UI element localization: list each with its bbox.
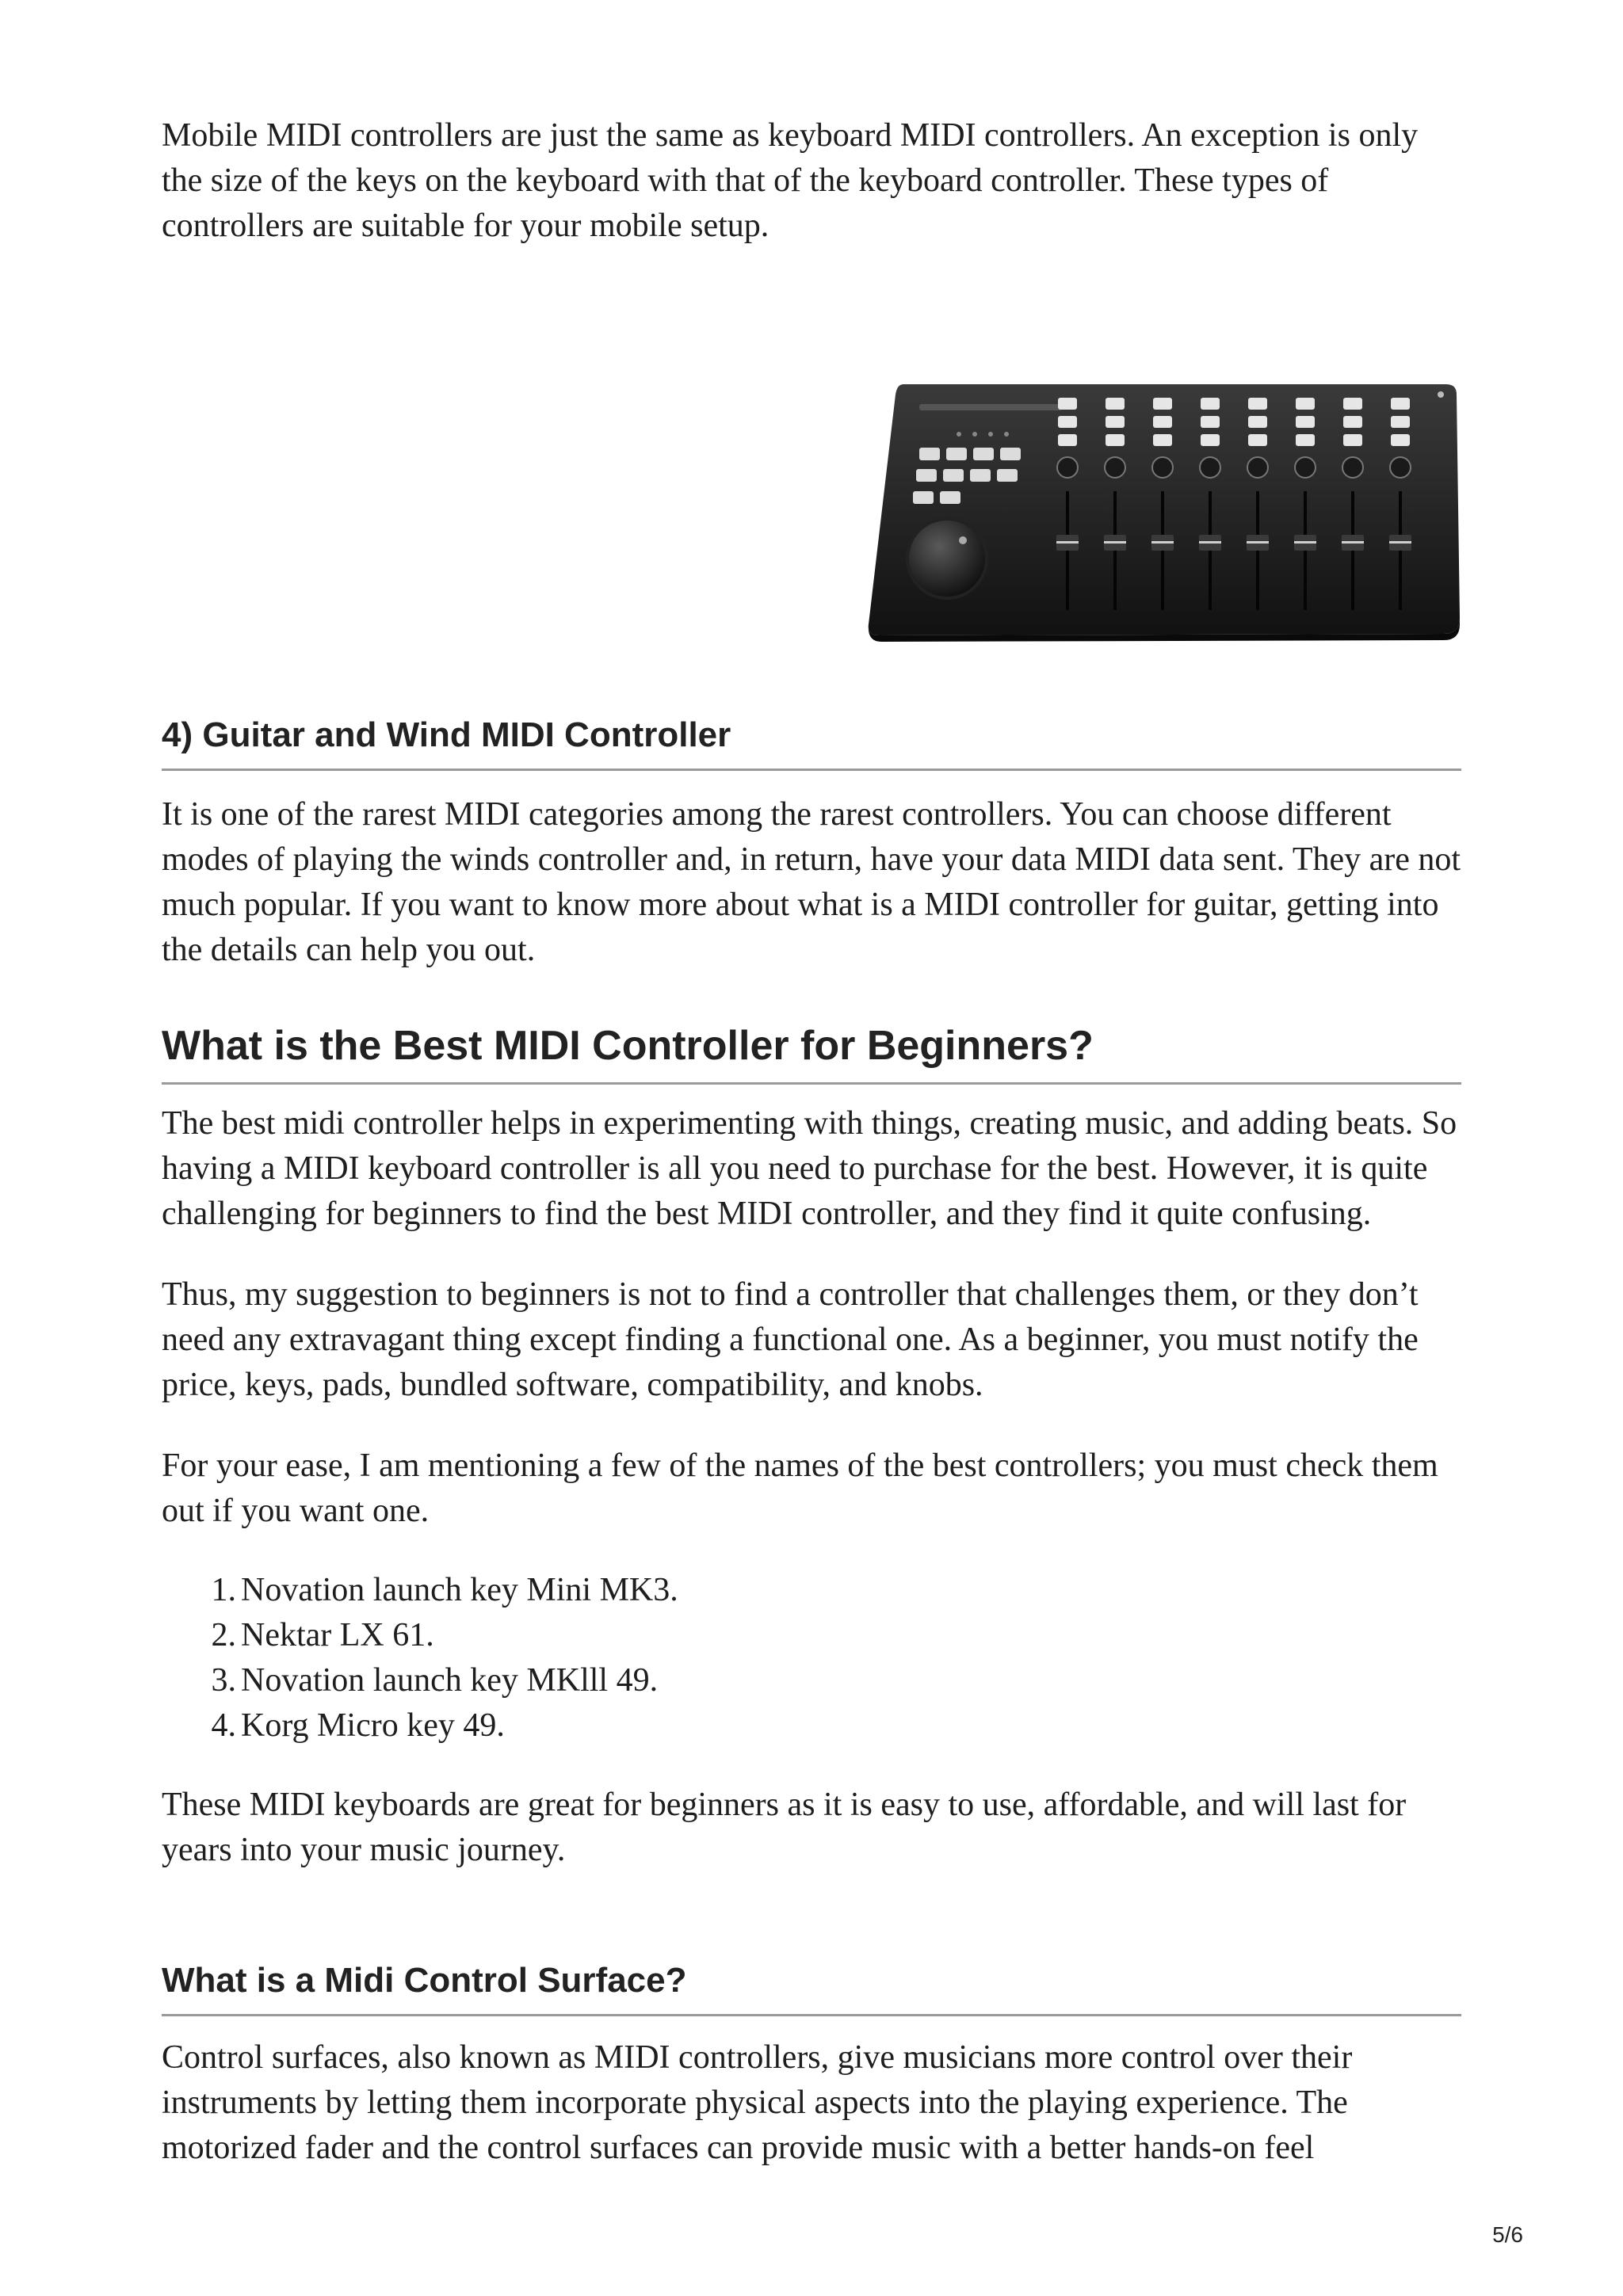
section-heading-control-surface: What is a Midi Control Surface? [162,1958,1461,2016]
best-controllers-list [162,1568,1461,1749]
control-surface-paragraph: Control surfaces, also known as MIDI controllers, give musicians more control over their instruments by letting them incorporate physical aspects into the playing experience. The motorized fader and the control surfaces can provide music with a better hands-on feel [162,2039,1353,2166]
section-control-surface [162,1958,1461,2171]
page-number: 5/6 [1492,2222,1523,2247]
guitar-wind-paragraph: It is one of the rarest MIDI categories among the rarest controllers. You can choose different modes of playing the winds controller and, in return, have your data MIDI data sent. They are not much popular. If you want to know more about what is a MIDI controller for guitar, getting into the details can help you out. [162,796,1461,968]
list-item: 4. Korg Micro key 49. [211,1707,505,1744]
section-heading-best-midi: What is the Best MIDI Controller for Beginners? [162,1020,1461,1085]
best-midi-paragraph-1: The best midi controller helps in experimenting with things, creating music, and adding beats. So having a MIDI keyboard controller is all you need to purchase for the best. However, it is quite challenging for beginners to find the best MIDI controller, and they find it quite confusing. [162,1105,1457,1232]
intro-section [162,113,1461,249]
list-item: 3. Novation launch key MKlll 49. [211,1662,659,1699]
list-item: 1. Novation launch key Mini MK3. [211,1572,678,1608]
best-midi-paragraph-2: Thus, my suggestion to beginners is not to find a controller that challenges them, or they don’t need any extravagant thing except finding a functional one. As a beginner, you must notify the price, keys, pads, bundled software, compatibility, and knobs. [162,1276,1419,1403]
intro-paragraph: Mobile MIDI controllers are just the same as keyboard MIDI controllers. An exception is only the size of the keys on the keyboard with that of the keyboard controller. These types of controllers are suitable for your mobile setup. [162,117,1419,244]
best-midi-closing: These MIDI keyboards are great for beginners as it is easy to use, affordable, and will last for years into your music journey. [162,1787,1407,1868]
midi-controller-image [864,372,1466,646]
list-item: 2. Nektar LX 61. [211,1617,434,1653]
section-guitar-wind [162,713,1461,973]
section-best-midi [162,1020,1461,1873]
best-midi-paragraph-3: For your ease, I am mentioning a few of the names of the best controllers; you must check them out if you want one. [162,1447,1438,1529]
section-heading-guitar-wind: 4) Guitar and Wind MIDI Controller [162,713,1461,771]
